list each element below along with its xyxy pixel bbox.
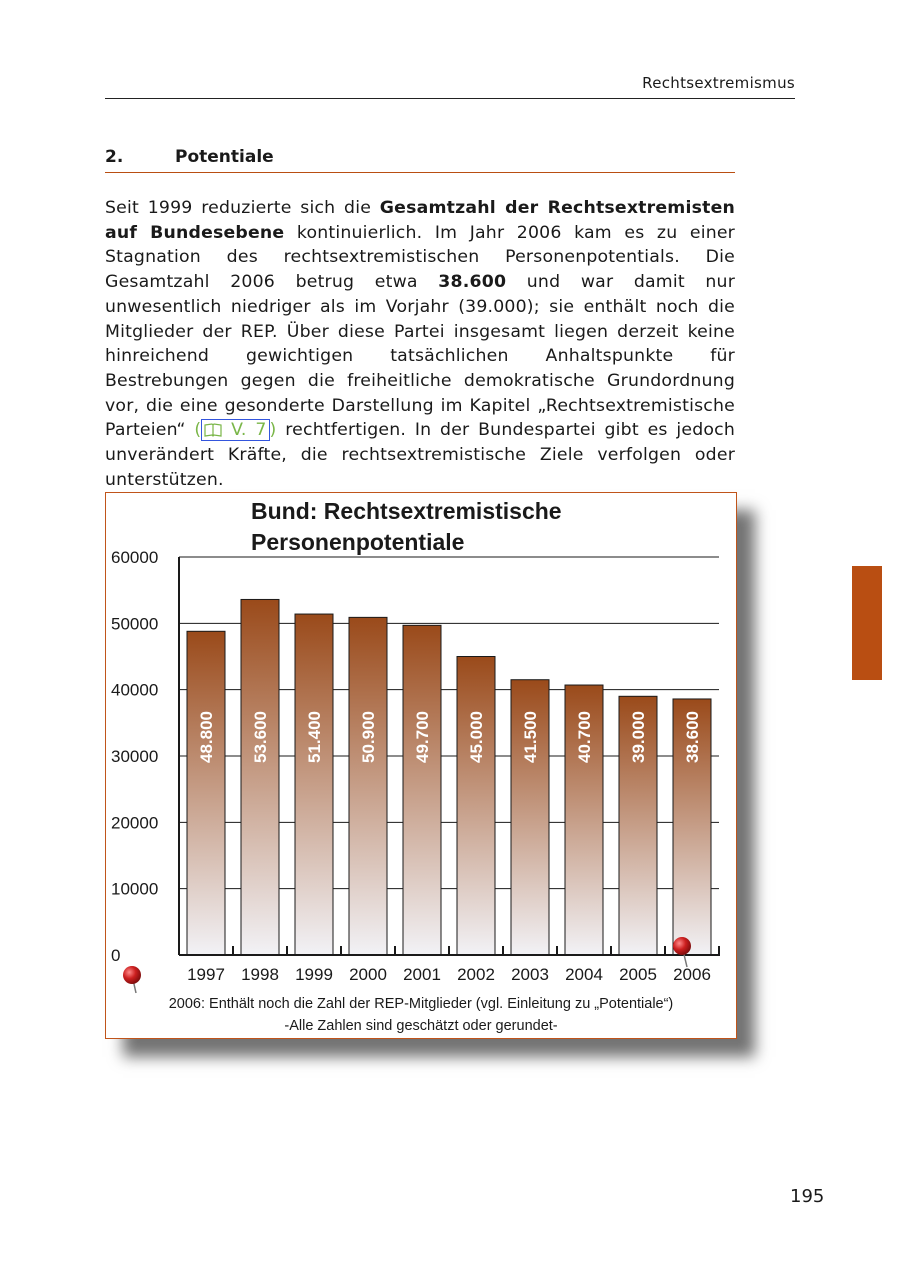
para-bold-figure: 38.600 [438,272,507,293]
bar-value-label: 45.000 [467,711,486,763]
para-text-4: rechtfertigen. In der Bundespartei gibt es jedoch unverändert Kräfte, die rechtsextremistische Ziele verfolgen oder unterstützen. [105,420,735,490]
x-tick-label: 2001 [403,965,441,984]
chart-title-line-1: Bund: Rechtsextremistische [251,498,562,524]
bar [187,631,225,955]
x-tick-label: 1997 [187,965,225,984]
chart-container [105,492,737,1039]
bar-value-label: 50.900 [359,711,378,763]
section-heading [105,147,735,167]
x-tick-label: 2006 [673,965,711,984]
bar-value-label: 38.600 [683,711,702,763]
y-tick-label: 10000 [111,879,159,899]
chapter-reference-link[interactable] [201,419,269,441]
chapter-tab-marker [852,566,882,680]
x-tick-label: 2004 [565,965,603,984]
y-tick-label: 50000 [111,614,159,634]
bars [187,599,711,955]
x-tick-label: 1998 [241,965,279,984]
chart-title-line-2: Personenpotentiale [251,529,465,555]
bar-value-label: 40.700 [575,711,594,763]
y-tick-label: 0 [111,946,121,965]
bar [403,625,441,955]
book-icon [204,423,222,437]
section-number: 2. [105,147,124,167]
header-rule [105,98,795,99]
bar-value-label: 53.600 [251,711,270,763]
reference-label: V. 7 [231,420,267,441]
bar-value-label: 39.000 [629,711,648,763]
ref-paren-close: ) [269,420,277,441]
bar-value-label: 41.500 [521,711,540,763]
bar-value-label: 48.800 [197,711,216,763]
bar-chart [106,493,736,1038]
bar-value-label: 51.400 [305,711,324,763]
page-number: 195 [790,1186,825,1207]
pushpin-icon [673,937,691,955]
y-tick-label: 40000 [111,680,159,700]
para-text-2: kontinuierlich. Im Jahr 2006 kam es zu einer Stagnation des rechtsextremistischen Personenpotentials. Die Gesamtzahl 2006 betrug etwa [105,222,735,293]
chart-footnote-1: 2006: Enthält noch die Zahl der REP-Mitglieder (vgl. Einleitung zu „Potentiale“) [168,996,674,1012]
chart-footnote-2: -Alle Zahlen sind geschätzt oder gerundet- [284,1018,558,1034]
section-rule [105,172,735,173]
pushpin-icon [123,966,141,984]
x-tick-label: 1999 [295,965,333,984]
y-tick-label: 60000 [111,548,159,567]
y-tick-label: 30000 [111,747,159,766]
x-tick-label: 2003 [511,965,549,984]
bar [349,617,387,955]
bar [457,657,495,956]
para-bold-total: Gesamtzahl der Rechtsextremisten auf Bundesebene [105,198,735,243]
x-tick-label: 2002 [457,965,495,984]
ref-paren-open: ( [194,420,202,441]
bar [295,614,333,955]
para-text-1: Seit 1999 reduzierte sich die [105,198,380,218]
bar [241,599,279,955]
bar-value-label: 49.700 [413,711,432,763]
body-paragraph [105,196,735,492]
x-tick-label: 2000 [349,965,387,984]
running-header: Rechtsextremismus [642,74,795,92]
para-text-3: und war damit nur unwesentlich niedriger als im Vorjahr (39.000); sie enthält noch die Mitglieder der REP. Über diese Partei insgesamt liegen derzeit keine hinreichend gewichtigen tatsächlichen Anhaltspunkte für Bestrebungen gegen die freiheitliche demokratische Grundordnung vor, die eine gesonderte Darstellung im Kapitel „Rechtsextremistische Parteien“ [105,272,735,441]
section-title: Potentiale [175,147,274,167]
y-tick-label: 20000 [111,813,159,833]
x-tick-label: 2005 [619,965,657,984]
